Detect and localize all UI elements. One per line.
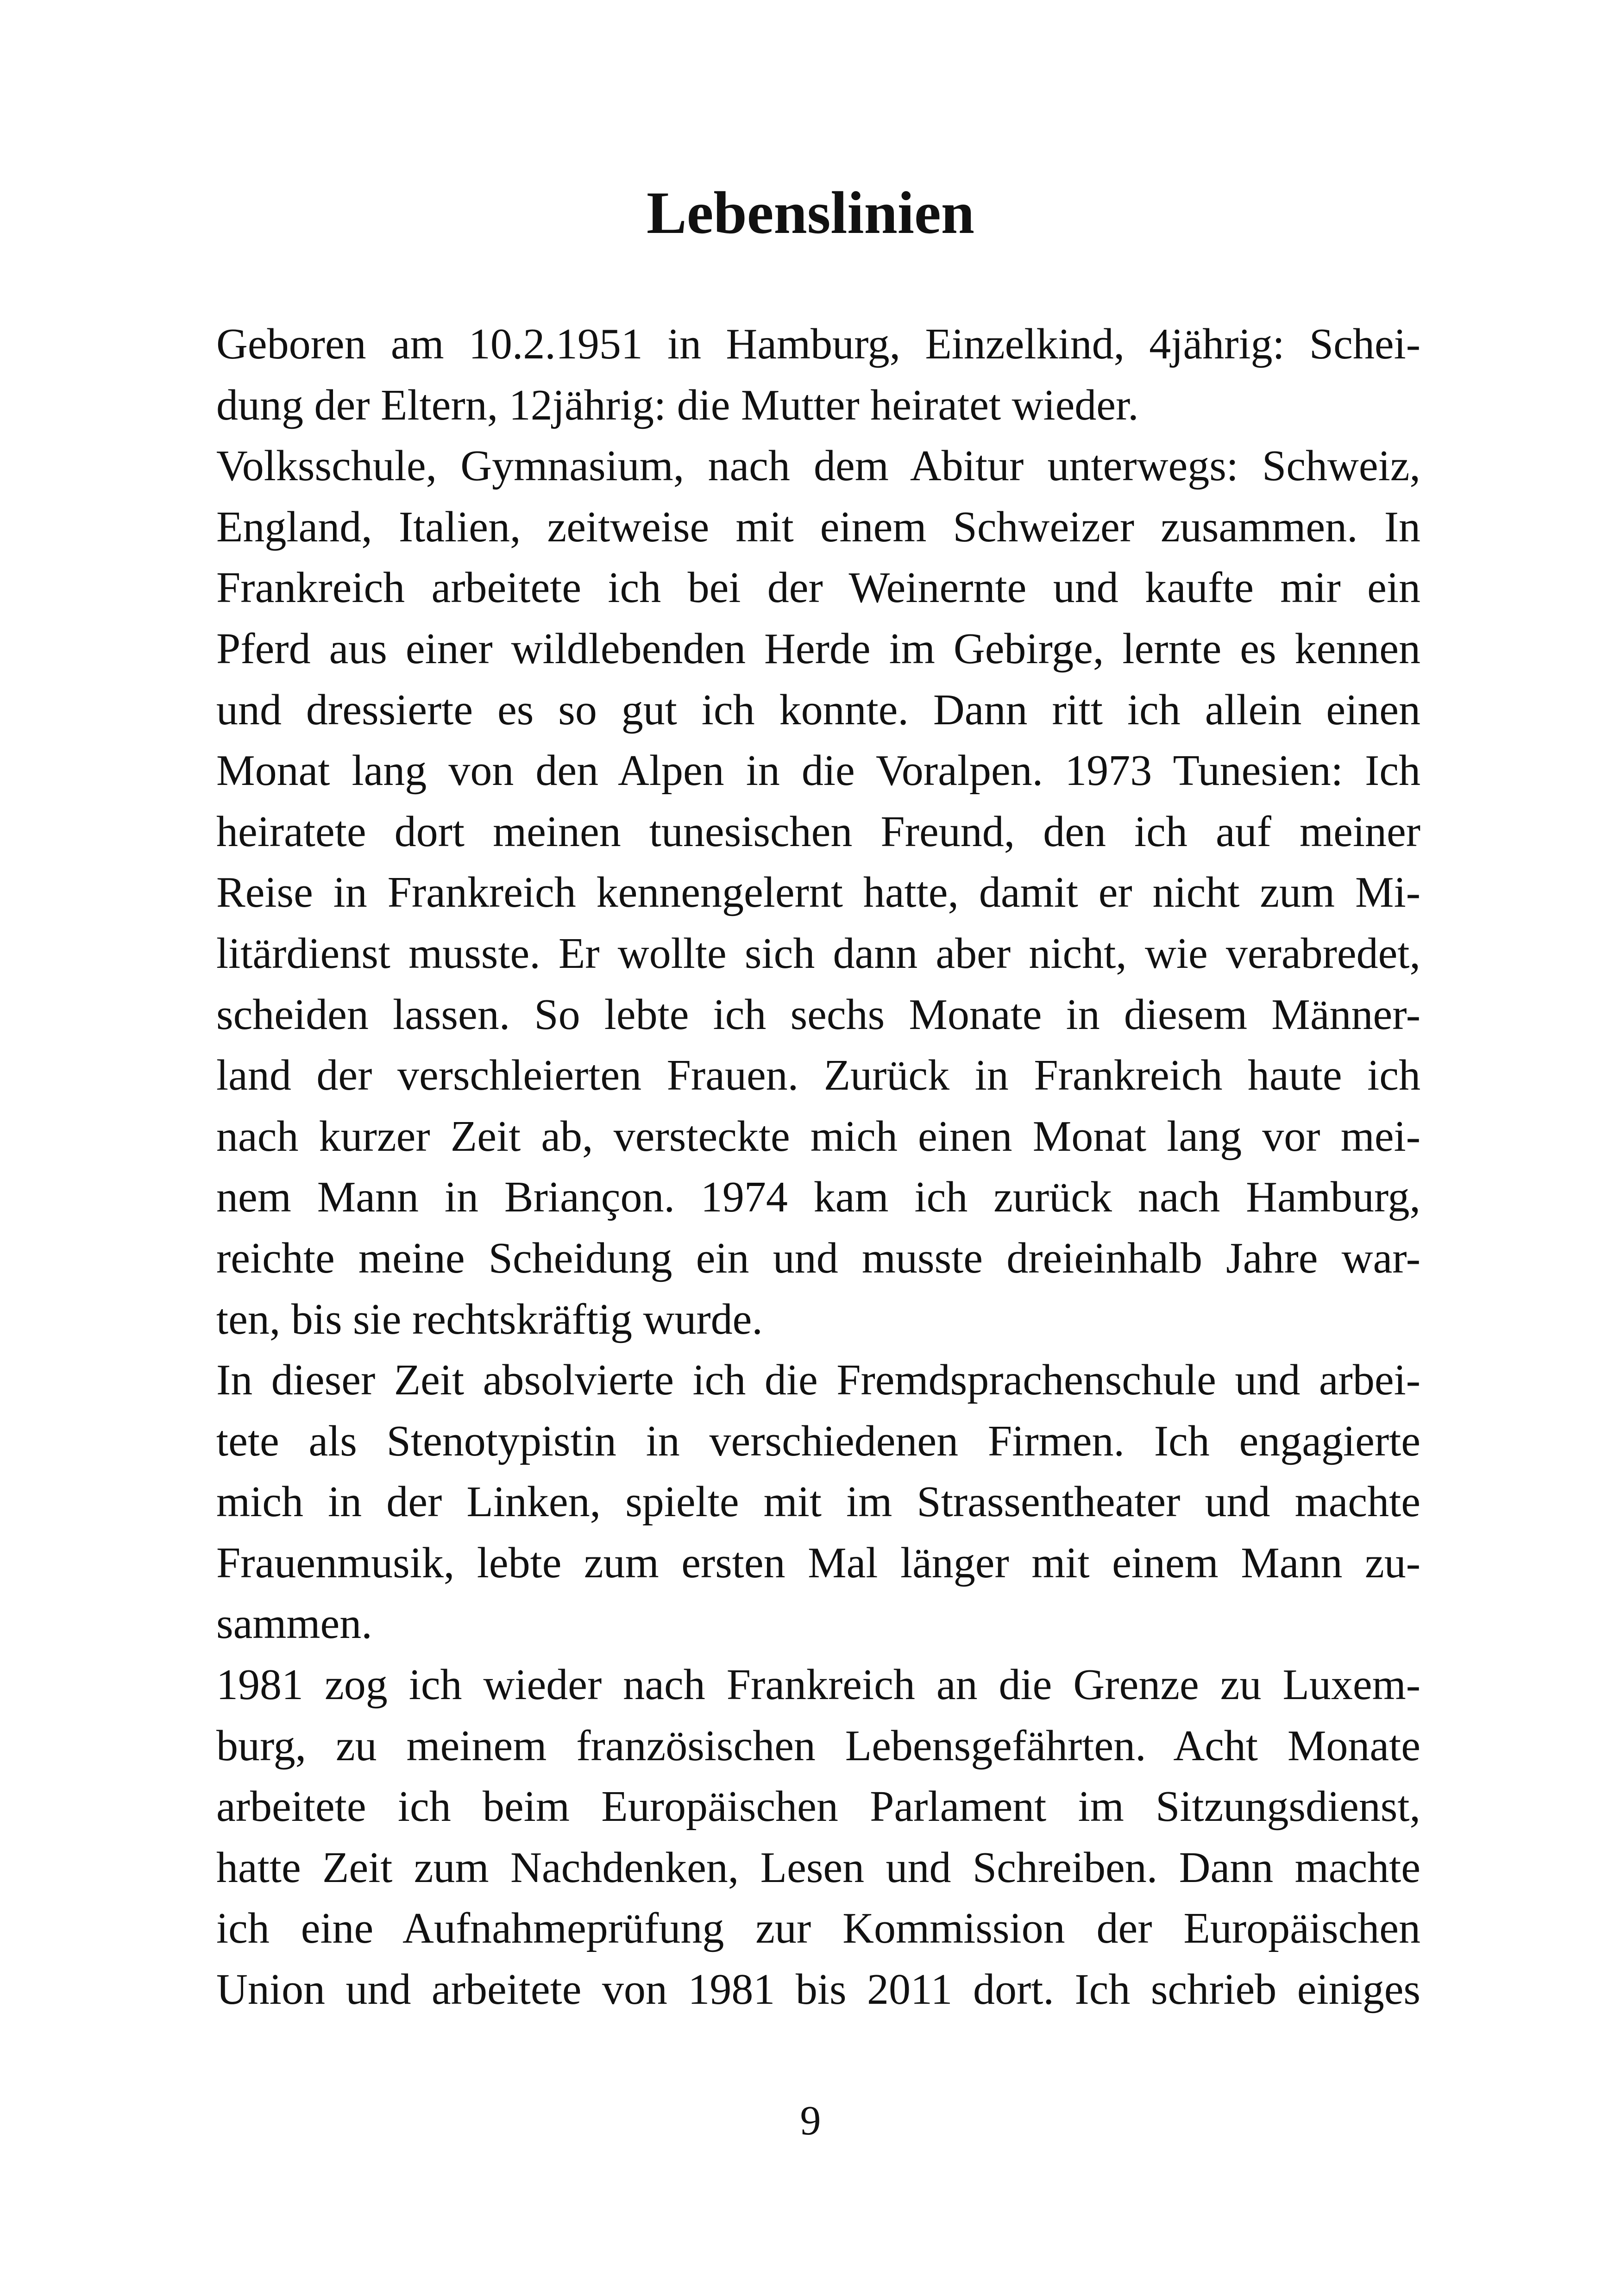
text-line-26: hatte Zeit zum Nachdenken, Lesen und Schreiben. Dann machte: [216, 1843, 1420, 1892]
text-line-21: Frauenmusik, lebte zum ersten Mal länger mit einem Mann zu-: [216, 1538, 1420, 1587]
text-line-9: heiratete dort meinen tunesischen Freund, den ich auf meiner: [216, 807, 1420, 856]
text-line-24: burg, zu meinem französischen Lebensgefährten. Acht Monate: [216, 1721, 1420, 1770]
text-line-1: Geboren am 10.2.1951 in Hamburg, Einzelkind, 4jährig: Schei-: [216, 320, 1420, 368]
text-line-18: In dieser Zeit absolvierte ich die Fremdsprachenschule und arbei-: [216, 1356, 1420, 1405]
text-line-8: Monat lang von den Alpen in die Voralpen. 1973 Tunesien: Ich: [216, 747, 1420, 795]
text-line-12: scheiden lassen. So lebte ich sechs Monate in diesem Männer-: [216, 990, 1420, 1039]
text-line-11: litärdienst musste. Er wollte sich dann aber nicht, wie verabredet,: [216, 929, 1420, 978]
text-line-27: ich eine Aufnahmeprüfung zur Kommission der Europäischen: [216, 1904, 1420, 1953]
text-line-14: nach kurzer Zeit ab, versteckte mich einen Monat lang vor mei-: [216, 1112, 1420, 1161]
text-line-16: reichte meine Scheidung ein und musste dreieinhalb Jahre war-: [216, 1234, 1420, 1282]
text-line-25: arbeitete ich beim Europäischen Parlament im Sitzungsdienst,: [216, 1782, 1420, 1831]
text-line-13: land der verschleierten Frauen. Zurück in Frankreich haute ich: [216, 1051, 1420, 1100]
page-title: Lebenslinien: [647, 180, 974, 246]
text-line-5: Frankreich arbeitete ich bei der Weinernte und kaufte mir ein: [216, 564, 1420, 612]
text-line-23: 1981 zog ich wieder nach Frankreich an die Grenze zu Luxem-: [216, 1661, 1420, 1709]
body-text: [216, 314, 1420, 2020]
text-line-17: ten, bis sie rechtskräftig wurde.: [216, 1295, 763, 1343]
text-line-22: sammen.: [216, 1600, 372, 1648]
text-line-3: Volksschule, Gymnasium, nach dem Abitur unterwegs: Schweiz,: [216, 442, 1420, 490]
text-line-6: Pferd aus einer wildlebenden Herde im Gebirge, lernte es kennen: [216, 624, 1420, 673]
text-line-19: tete als Stenotypistin in verschiedenen Firmen. Ich engagierte: [216, 1417, 1420, 1465]
text-line-7: und dressierte es so gut ich konnte. Dann ritt ich allein einen: [216, 685, 1420, 734]
text-line-10: Reise in Frankreich kennengelernt hatte, damit er nicht zum Mi-: [216, 868, 1420, 917]
text-line-15: nem Mann in Briançon. 1974 kam ich zurück nach Hamburg,: [216, 1173, 1420, 1222]
text-line-4: England, Italien, zeitweise mit einem Schweizer zusammen. In: [216, 502, 1420, 551]
text-line-28: Union und arbeitete von 1981 bis 2011 dort. Ich schrieb einiges: [216, 1965, 1420, 2014]
page-number: 9: [800, 2098, 821, 2144]
text-line-20: mich in der Linken, spielte mit im Strassentheater und machte: [216, 1478, 1420, 1526]
text-line-2: dung der Eltern, 12jährig: die Mutter heiratet wieder.: [216, 381, 1139, 429]
